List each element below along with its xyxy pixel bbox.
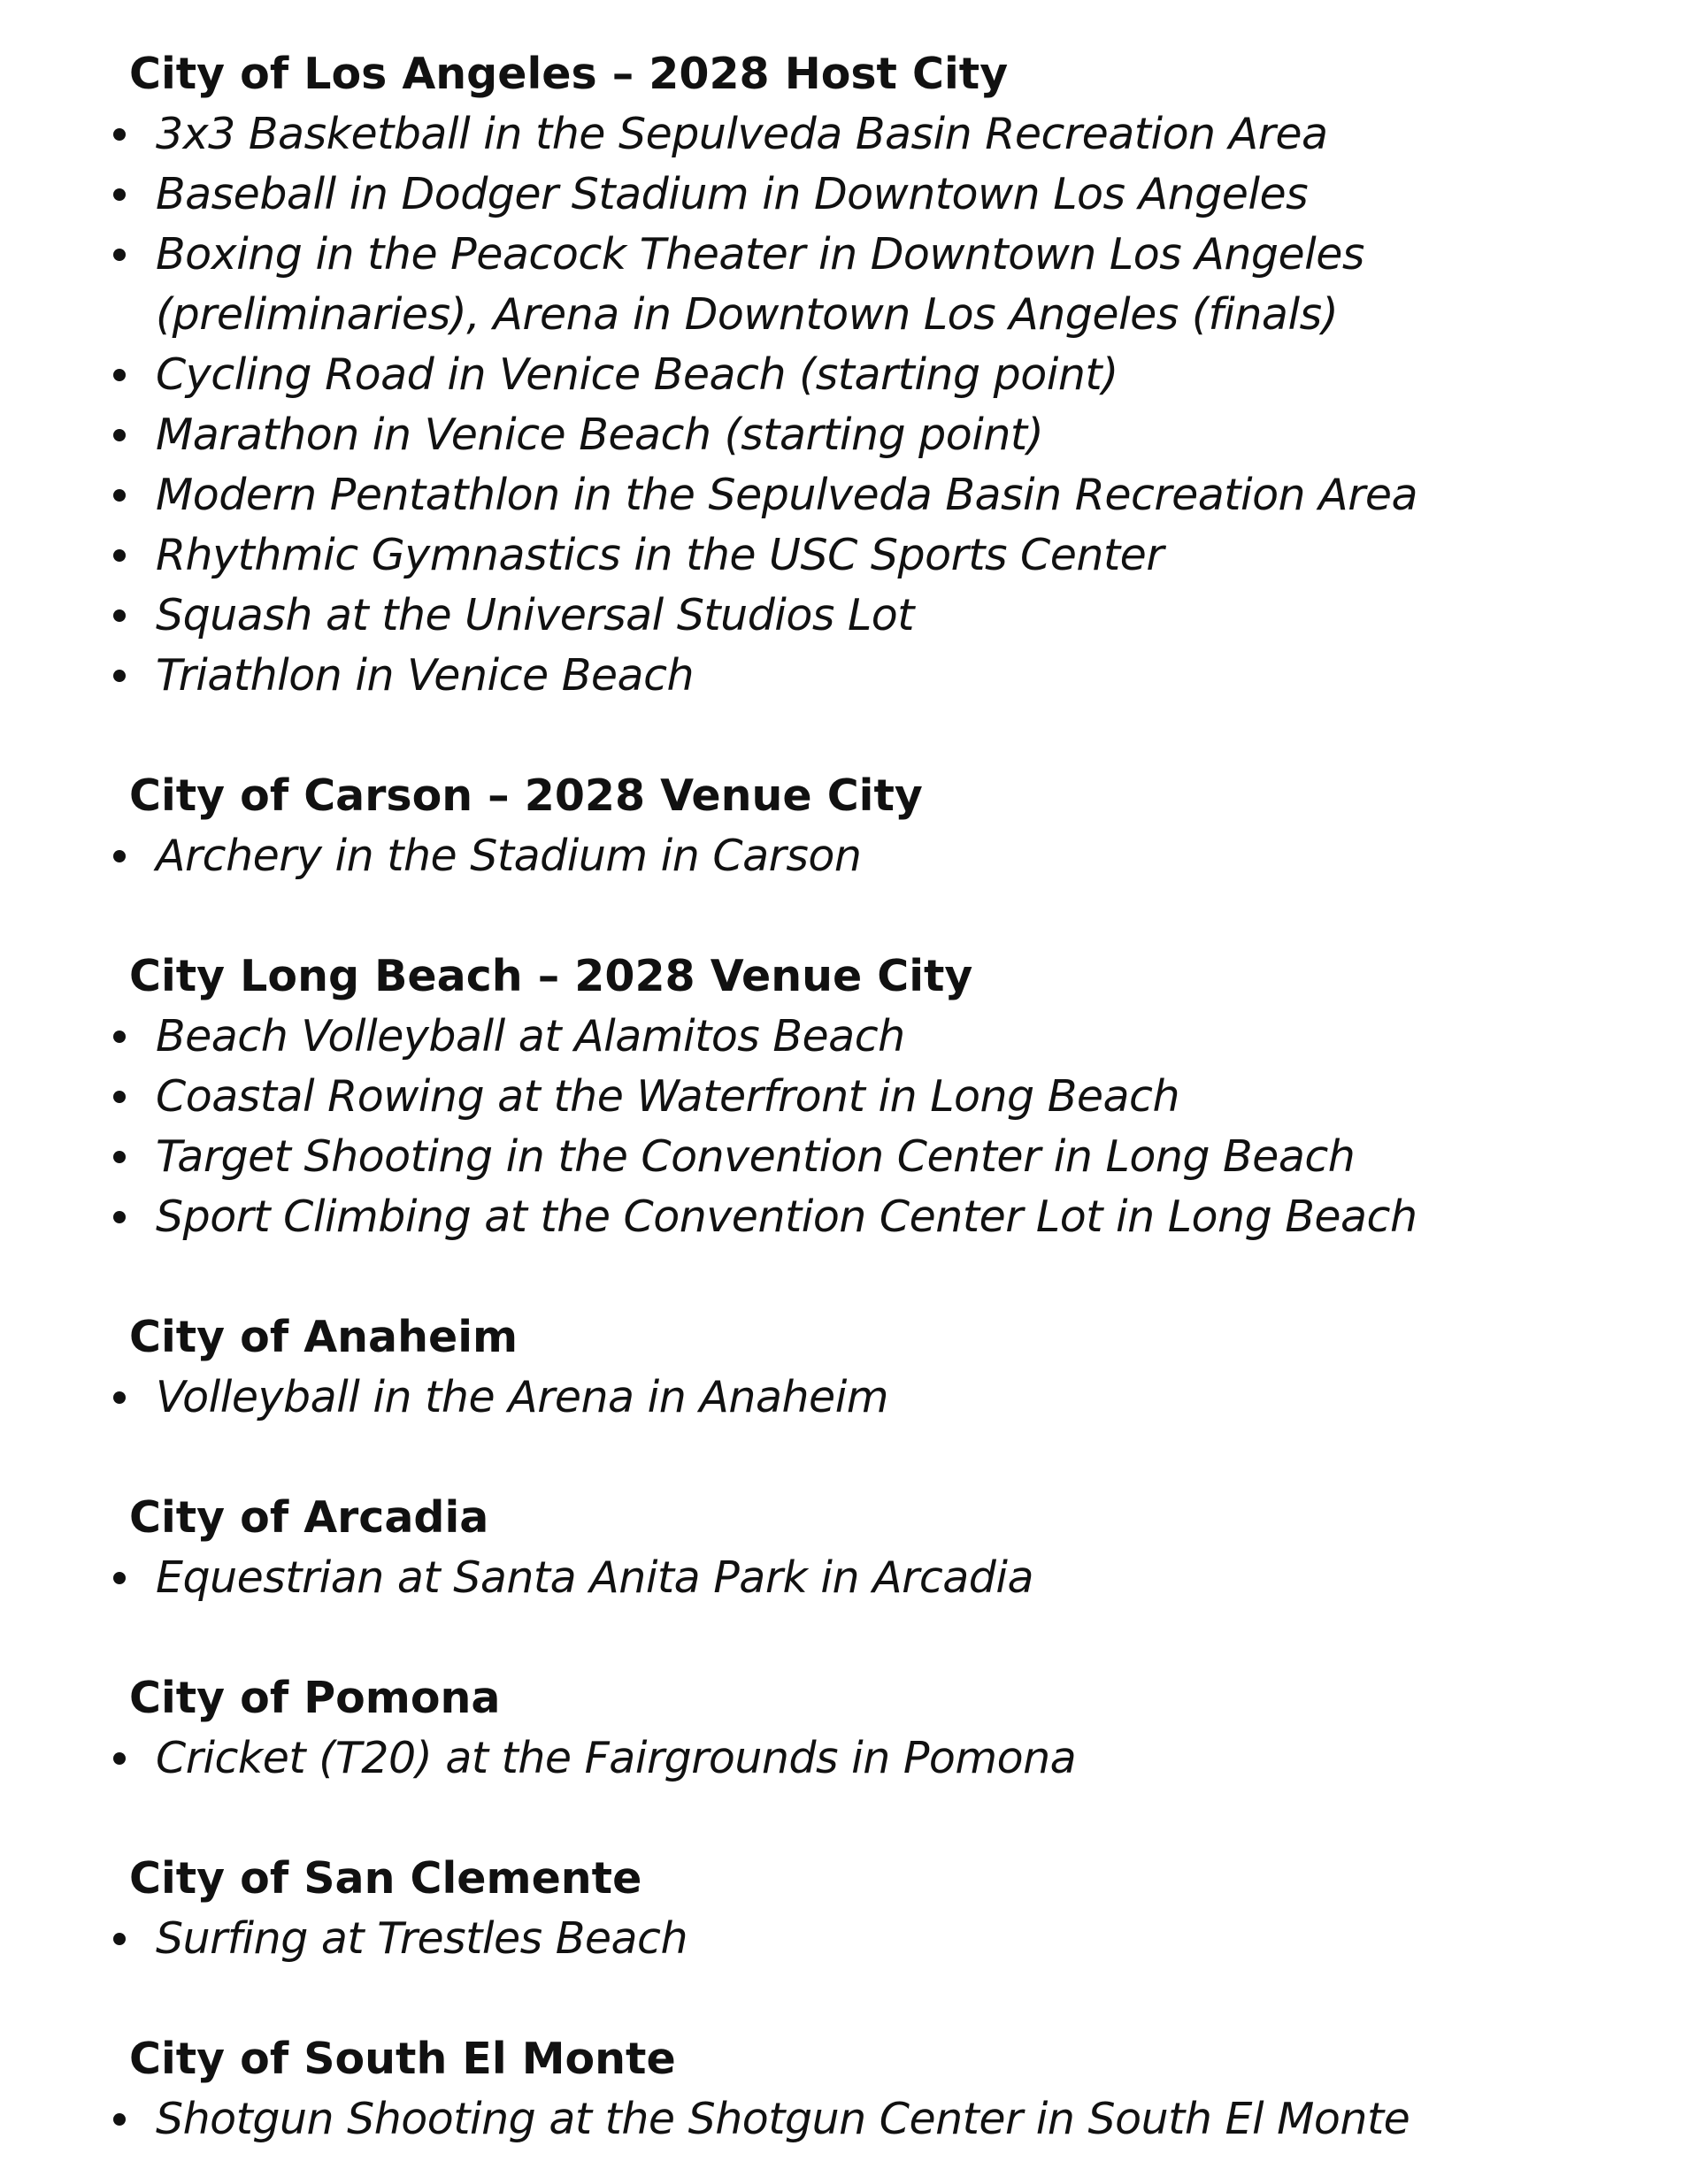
list-item-text: Marathon in Venice Beach (starting point) bbox=[156, 410, 1044, 460]
section-heading: City of Carson – 2028 Venue City bbox=[129, 770, 923, 821]
bullet-icon bbox=[113, 1752, 126, 1765]
list-item-text: Volleyball in the Arena in Anaheim bbox=[156, 1372, 889, 1422]
section-heading: City of Los Angeles – 2028 Host City bbox=[129, 49, 1009, 99]
bullet-icon bbox=[113, 1572, 126, 1584]
section-heading: City of San Clemente bbox=[129, 1853, 642, 1904]
list-item-text: Equestrian at Santa Anita Park in Arcadia bbox=[156, 1552, 1034, 1603]
bullet-icon bbox=[113, 489, 126, 502]
bullet-icon bbox=[113, 1091, 126, 1103]
list-item-text: Cricket (T20) at the Fairgrounds in Pomona bbox=[156, 1733, 1077, 1783]
list-item-text: Sport Climbing at the Convention Center Lot in Long Beach bbox=[156, 1192, 1417, 1242]
list-item-text: Surfing at Trestles Beach bbox=[156, 1913, 688, 1964]
bullet-icon bbox=[113, 1151, 126, 1163]
section-heading: City of South El Monte bbox=[129, 2034, 676, 2084]
list-item-text: 3x3 Basketball in the Sepulveda Basin Recreation Area bbox=[156, 109, 1328, 159]
list-item-text-continuation: (preliminaries), Arena in Downtown Los Angeles (finals) bbox=[156, 289, 1339, 340]
list-item-text: Cycling Road in Venice Beach (starting point) bbox=[156, 349, 1118, 400]
section-heading: City of Arcadia bbox=[129, 1492, 489, 1543]
bullet-icon bbox=[113, 429, 126, 441]
list-item-text: Boxing in the Peacock Theater in Downtown Los Angeles bbox=[156, 229, 1364, 280]
section-heading: City of Pomona bbox=[129, 1673, 501, 1723]
list-item-text: Rhythmic Gymnastics in the USC Sports Center bbox=[156, 530, 1164, 580]
list-item-text: Triathlon in Venice Beach bbox=[156, 650, 695, 701]
bullet-icon bbox=[113, 1933, 126, 1945]
list-item-text: Modern Pentathlon in the Sepulveda Basin Recreation Area bbox=[156, 470, 1418, 520]
bullet-icon bbox=[113, 1031, 126, 1043]
bullet-icon bbox=[113, 549, 126, 562]
bullet-icon bbox=[113, 188, 126, 201]
section-heading: City of Anaheim bbox=[129, 1312, 519, 1362]
list-item-text: Coastal Rowing at the Waterfront in Long Beach bbox=[156, 1071, 1179, 1122]
bullet-icon bbox=[113, 249, 126, 261]
list-item-text: Squash at the Universal Studios Lot bbox=[156, 590, 914, 640]
bullet-icon bbox=[113, 670, 126, 682]
list-item-text: Beach Volleyball at Alamitos Beach bbox=[156, 1011, 905, 1061]
bullet-icon bbox=[113, 609, 126, 622]
bullet-icon bbox=[113, 850, 126, 862]
bullet-icon bbox=[113, 1211, 126, 1223]
bullet-icon bbox=[113, 1391, 126, 1404]
bullet-icon bbox=[113, 369, 126, 381]
section-heading: City Long Beach – 2028 Venue City bbox=[129, 951, 973, 1001]
list-item-text: Baseball in Dodger Stadium in Downtown Los Angeles bbox=[156, 169, 1309, 219]
list-item-text: Archery in the Stadium in Carson bbox=[156, 831, 862, 881]
list-item-text: Shotgun Shooting at the Shotgun Center in South El Monte bbox=[156, 2094, 1410, 2144]
list-item-text: Target Shooting in the Convention Center in Long Beach bbox=[156, 1131, 1356, 1182]
bullet-icon bbox=[113, 2113, 126, 2126]
bullet-icon bbox=[113, 128, 126, 141]
